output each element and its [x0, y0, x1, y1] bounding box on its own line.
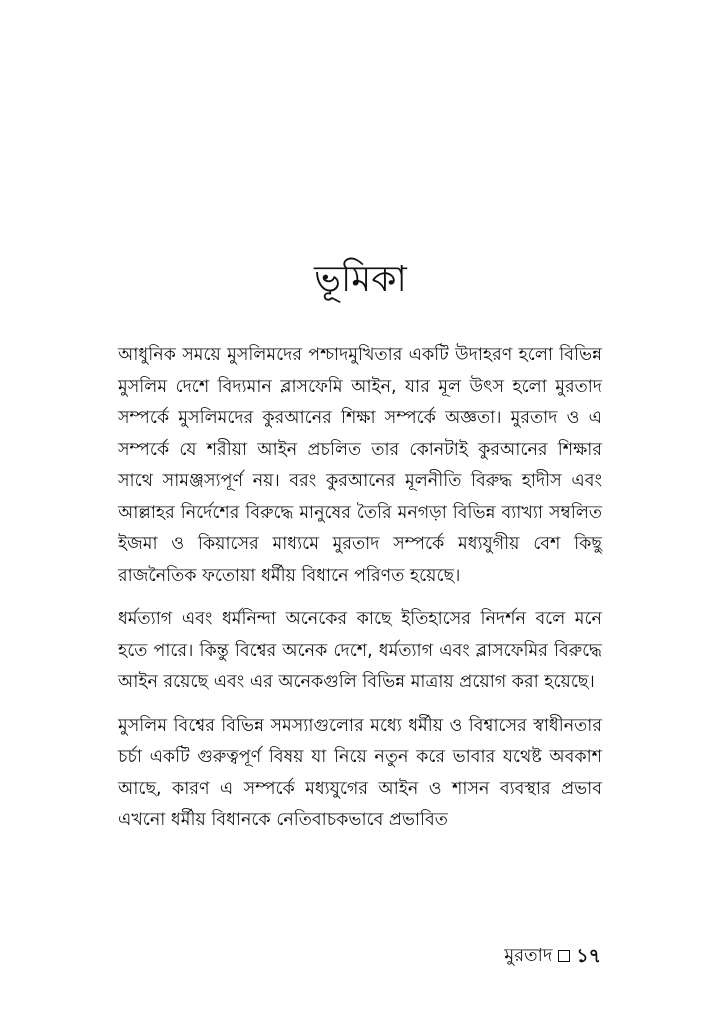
page-footer	[504, 942, 601, 970]
square-separator-icon	[558, 950, 570, 962]
paragraph-2: ধর্মত্যাগ এবং ধর্মনিন্দা অনেকের কাছে ইতিহাসের নিদর্শন বলে মনে হতে পারে। কিন্তু বিশ্বের অনেক দেশে, ধর্মত্যাগ এবং ব্লাসফেমির বিরুদ্ধে আইন রয়েছে এবং এর অনেকগুলি বিভিন্ন মাত্রায় প্রয়োগ করা হয়েছে।	[118, 609, 602, 692]
paragraph-3: মুসলিম বিশ্বের বিভিন্ন সমস্যাগুলোর মধ্যে ধর্মীয় ও বিশ্বাসের স্বাধীনতার চর্চা একটি গুরুত্বপূর্ণ বিষয় যা নিয়ে নতুন করে ভাবার যথেষ্ট অবকাশ আছে, কারণ এ সম্পর্কে মধ্যযুগের আইন ও শাসন ব্যবস্থার প্রভাব এখনো ধর্মীয় বিধানকে নেতিবাচকভাবে প্রভাবিত	[118, 715, 602, 830]
page-number: ১৭	[576, 945, 601, 967]
chapter-body	[118, 340, 602, 849]
paragraph-1: আধুনিক সময়ে মুসলিমদের পশ্চাদমুখিতার একটি উদাহরণ হলো বিভিন্ন মুসলিম দেশে বিদ্যমান ব্লাসফেমি আইন, যার মূল উৎস হলো মুরতাদ সম্পর্কে মুসলিমদের কুরআনের শিক্ষা সম্পর্কে অজ্ঞতা। মুরতাদ ও এ সম্পর্কে যে শরীয়া আইন প্রচলিত তার কোনটাই কুরআনের শিক্ষার সাথে সামঞ্জস্যপূর্ণ নয়। বরং কুরআনের মূলনীতি বিরুদ্ধ হাদীস এবং আল্লাহর নির্দেশের বিরুদ্ধে মানুষের তৈরি মনগড়া বিভিন্ন ব্যাখ্যা সম্বলিত ইজমা ও কিয়াসের মাধ্যমে মুরতাদ সম্পর্কে মধ্যযুগীয় বেশ কিছু রাজনৈতিক ফতোয়া ধর্মীয় বিধানে পরিণত হয়েছে।	[118, 345, 602, 586]
chapter-title: ভূমিকা	[314, 259, 407, 300]
running-title: মুরতাদ	[504, 945, 553, 966]
